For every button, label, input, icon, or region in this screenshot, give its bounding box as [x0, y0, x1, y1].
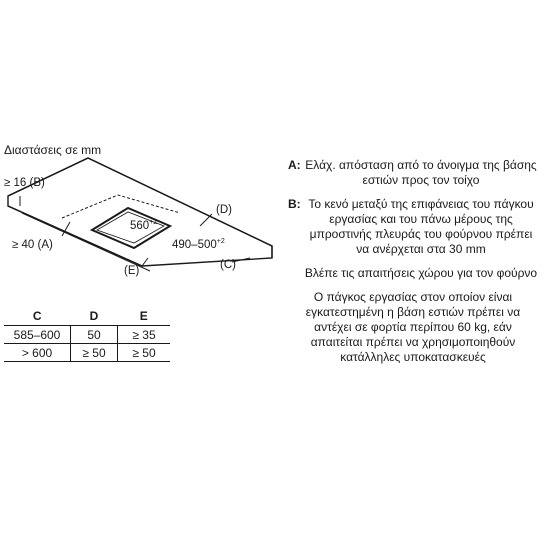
- note-b-text: Το κενό μεταξύ της επιφάνειας του πάγκου εργασίας και του πάνω μέρους της μπροστινής πλευράς του φούρνου πρέπει να ανέρχεται στα 30 mm: [308, 197, 534, 256]
- table-header-e: E: [118, 306, 171, 326]
- cutout-diagram: [0, 0, 290, 300]
- label-depth-490-500: [172, 238, 225, 251]
- note-a-text: Ελάχ. απόσταση από το άνοιγμα της βάσης εστιών προς τον τοίχο: [305, 158, 537, 187]
- note-a: [288, 158, 538, 188]
- note-b-key: B:: [288, 197, 301, 211]
- label-c: (C): [220, 259, 236, 271]
- dim-d-arrow: [200, 214, 212, 226]
- width-560-value: 560: [130, 220, 150, 232]
- label-e: (E): [124, 265, 140, 277]
- dim-e-arrow: [142, 258, 148, 266]
- table-cell: > 600: [4, 344, 71, 362]
- depth-tolerance: +2: [216, 238, 225, 245]
- label-b: ≥ 16 (B): [4, 177, 45, 189]
- table-header-d: D: [71, 306, 118, 326]
- table-cell: ≥ 35: [118, 326, 171, 344]
- table-row: [4, 344, 170, 362]
- table-header-c: C: [4, 306, 71, 326]
- label-a: ≥ 40 (A): [12, 239, 53, 251]
- dimensions-title: Διαστάσεις σε mm: [4, 143, 102, 157]
- note-general: Ο πάγκος εργασίας στον οποίον είναι εγκατεστημένη η βάση εστιών πρέπει να αντέχει σε φορτία περίπου 60 kg, εάν απαιτείται πρέπει να χρησιμοποιηθούν κατάλληλες υποκατασκευές: [305, 290, 521, 364]
- note-b: [288, 197, 538, 257]
- table-cell: ≥ 50: [71, 344, 118, 362]
- table-cell: 50: [71, 326, 118, 344]
- notes-panel: [288, 158, 538, 365]
- note-a-key: A:: [288, 158, 301, 172]
- table-row: [4, 326, 170, 344]
- width-560-tolerance: +2: [149, 219, 158, 226]
- dimensions-table: [4, 306, 170, 362]
- depth-value: 490–500: [172, 239, 217, 251]
- note-b-extra: Βλέπε τις απαιτήσεις χώρου για τον φούρνο: [304, 266, 538, 280]
- table-cell: 585–600: [4, 326, 71, 344]
- label-d: (D): [216, 204, 232, 216]
- table-header-row: [4, 306, 170, 326]
- table-cell: ≥ 50: [118, 344, 171, 362]
